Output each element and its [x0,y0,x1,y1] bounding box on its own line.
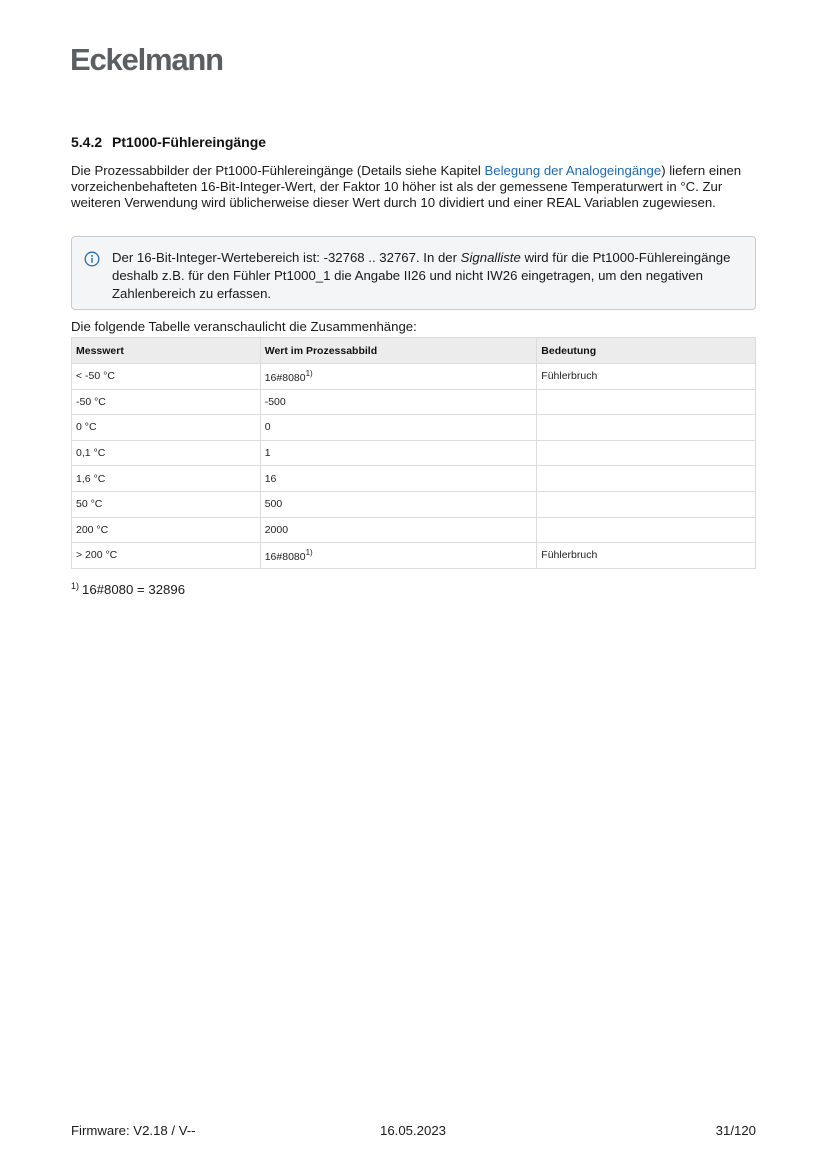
cell-messwert: -50 °C [72,389,261,415]
cell-wert [260,364,537,390]
cell-messwert: > 200 °C [72,543,261,569]
note-emphasis: Signalliste [460,250,521,265]
note-text [112,249,752,303]
cell-bedeutung [537,517,756,543]
footnote-text: 16#8080 = 32896 [82,582,186,597]
table-row [72,517,756,543]
wert-value: 16#8080 [264,372,306,385]
table-intro: Die folgende Tabelle veranschaulicht die Zusammenhänge: [71,319,417,334]
info-note-box [71,236,756,310]
cell-messwert: 0 °C [72,415,261,441]
wert-value: 500 [264,498,283,511]
section-number: 5.4.2 [71,134,103,150]
table-header-row [72,338,756,364]
cell-wert [260,466,537,492]
section-title [71,134,266,150]
table-row [72,364,756,390]
cell-messwert: 0,1 °C [72,440,261,466]
cell-bedeutung [537,440,756,466]
cell-wert [260,389,537,415]
footnote [71,582,185,597]
eckelmann-logo: Eckelmann [70,42,223,77]
header-wert: Wert im Prozessabbild [260,338,537,364]
header-messwert: Messwert [72,338,261,364]
intro-paragraph [71,163,761,211]
cell-bedeutung [537,389,756,415]
footer-page-number: 31/120 [715,1123,756,1138]
wert-value: 2000 [264,523,289,536]
intro-text-2: ) liefern einen vorzeichenbehafteten 16-Bit-Integer-Wert, der Faktor 10 höher ist als der gemessene Temperaturwert in °C. Zur weiteren Verwendung wird üblicherweise dieser Wert durch 10 dividiert und einer REAL Variablen zugewiesen. [71,163,742,210]
wert-value: 16#8080 [264,551,306,564]
table-row [72,440,756,466]
section-heading: Pt1000-Fühlereingänge [112,134,267,150]
cell-bedeutung [537,415,756,441]
table-row [72,415,756,441]
footnote-marker: 1) [71,580,80,591]
footnote-ref: 1) [305,547,313,557]
footer-firmware: Firmware: V2.18 / V-- [71,1123,196,1138]
wert-value: -500 [264,395,286,408]
value-table [71,337,756,569]
cell-bedeutung [537,491,756,517]
cell-messwert: < -50 °C [72,364,261,390]
table-row [72,491,756,517]
table-row [72,543,756,569]
cell-messwert: 200 °C [72,517,261,543]
chapter-link[interactable]: Belegung der Analogeingänge [484,163,662,178]
cell-wert [260,517,537,543]
cell-messwert: 1,6 °C [72,466,261,492]
header-bedeutung: Bedeutung [537,338,756,364]
cell-wert [260,491,537,517]
note-text-1: Der 16-Bit-Integer-Wertebereich ist: -32768 .. 32767. In der [112,250,461,265]
table-row [72,466,756,492]
wert-value: 1 [264,447,271,460]
wert-value: 16 [264,472,277,485]
table-row [72,389,756,415]
cell-bedeutung [537,466,756,492]
cell-bedeutung: Fühlerbruch [537,364,756,390]
cell-wert [260,415,537,441]
cell-messwert: 50 °C [72,491,261,517]
cell-wert [260,440,537,466]
footer-date: 16.05.2023 [380,1123,447,1138]
info-icon [84,251,100,267]
intro-text-1: Die Prozessabbilder der Pt1000-Fühlereingänge (Details siehe Kapitel [71,163,485,178]
wert-value: 0 [264,421,271,434]
cell-bedeutung: Fühlerbruch [537,543,756,569]
cell-wert [260,543,537,569]
note-text-2: wird für die Pt1000-Fühlereingänge deshalb z.B. für den Fühler Pt1000_1 die Angabe II26 und nicht IW26 eingetragen, um den negativen Zahlenbereich zu erfassen. [112,250,731,301]
footnote-ref: 1) [305,368,313,378]
